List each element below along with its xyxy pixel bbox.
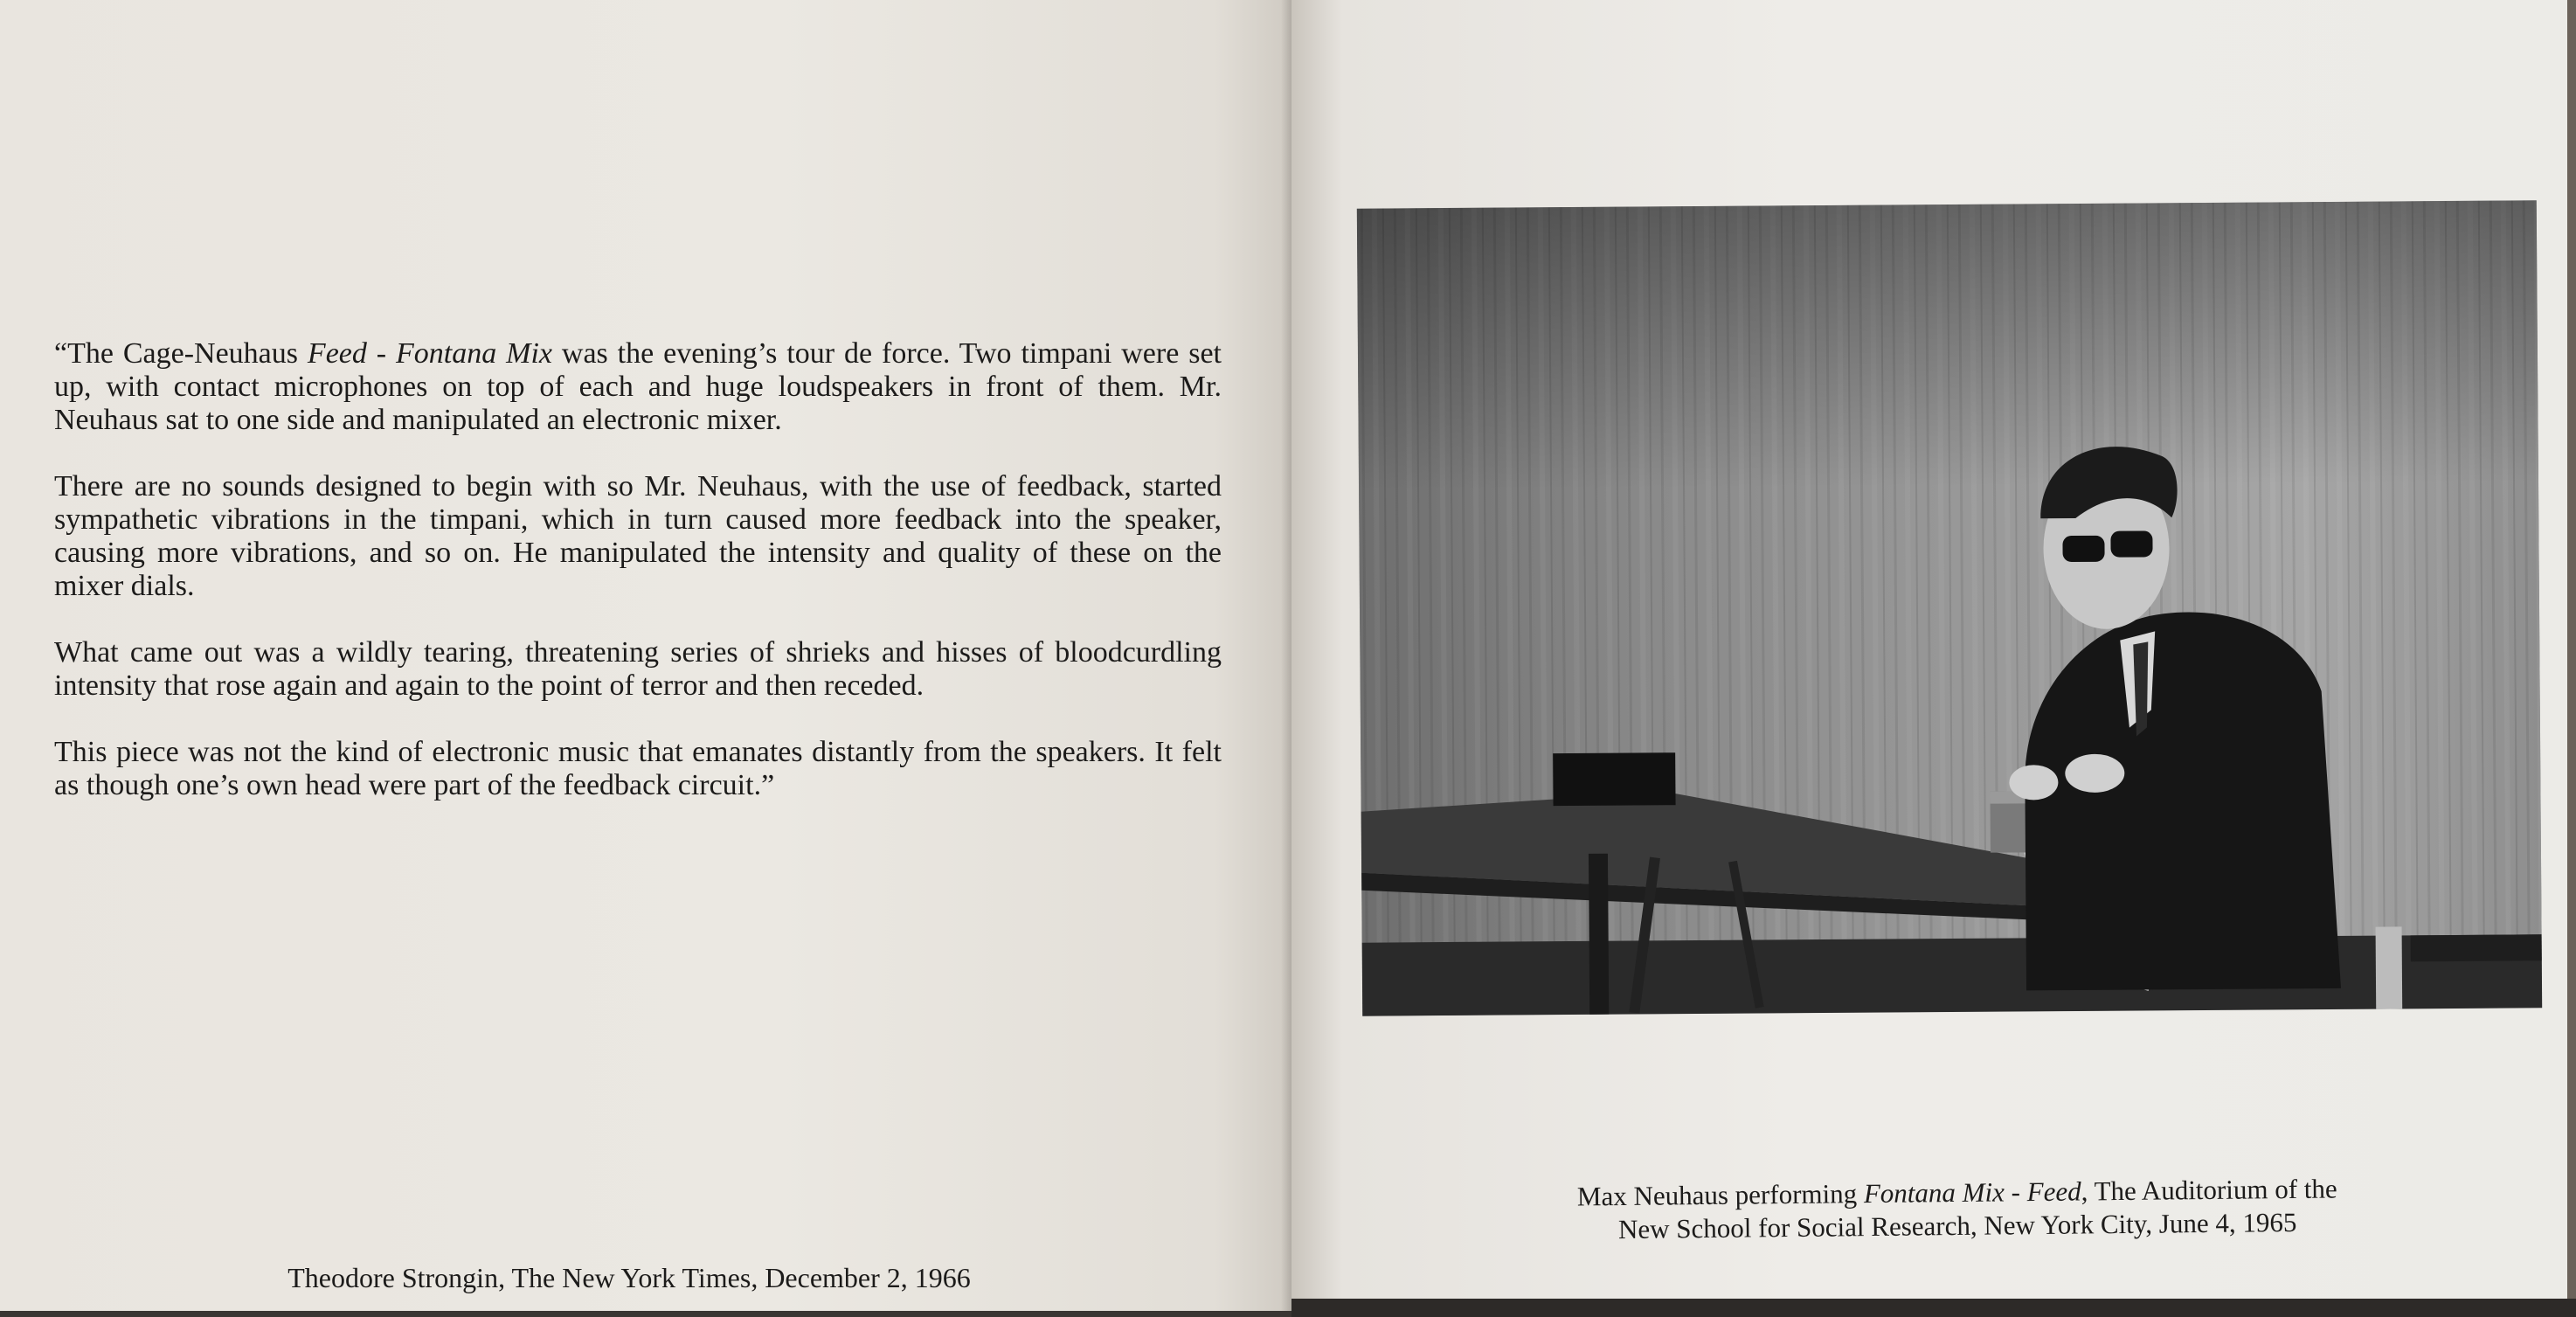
- performer-photo-icon: [1357, 200, 2542, 1015]
- photo-caption: [1398, 1170, 2517, 1248]
- caption-line-1: Max Neuhaus performing Fontana Mix - Feed, The Auditorium of the: [1576, 1173, 2337, 1212]
- quote-paragraph-2: There are no sounds designed to begin with so Mr. Neuhaus, with the use of feedback, started sympathetic vibrations in the timpani, which in turn caused more feedback into the speaker, causing more vibrations, and so on. He manipulated the intensity and quality of these on the mixer dials.: [54, 470, 1222, 602]
- work-title-italic: Feed - Fontana Mix: [307, 337, 552, 370]
- table-surface: [1291, 1299, 2576, 1317]
- quote-paragraph-3: What came out was a wildly tearing, threatening series of shrieks and hisses of bloodcurdling intensity that rose again and again to the point of terror and then receded.: [54, 636, 1222, 702]
- review-quote: [54, 337, 1222, 835]
- caption-line-2: New School for Social Research, New York City, June 4, 1965: [1617, 1206, 2297, 1245]
- quote-attribution: Theodore Strongin, The New York Times, December 2, 1966: [287, 1262, 971, 1293]
- caption-work-title: Fontana Mix - Feed: [1863, 1175, 2081, 1210]
- quote-paragraph-1: “The Cage-Neuhaus Feed - Fontana Mix was the evening’s tour de force. Two timpani were set up, with contact microphones on top of each and huge loudspeakers in front of them. Mr. Neuhaus sat to one side and manipulated an electronic mixer.: [54, 337, 1222, 436]
- left-page: [0, 0, 1291, 1311]
- quote-paragraph-4: This piece was not the kind of electronic music that emanates distantly from the speakers. It felt as though one’s own head were part of the feedback circuit.”: [54, 736, 1222, 801]
- book-edge-right: [2567, 0, 2576, 1317]
